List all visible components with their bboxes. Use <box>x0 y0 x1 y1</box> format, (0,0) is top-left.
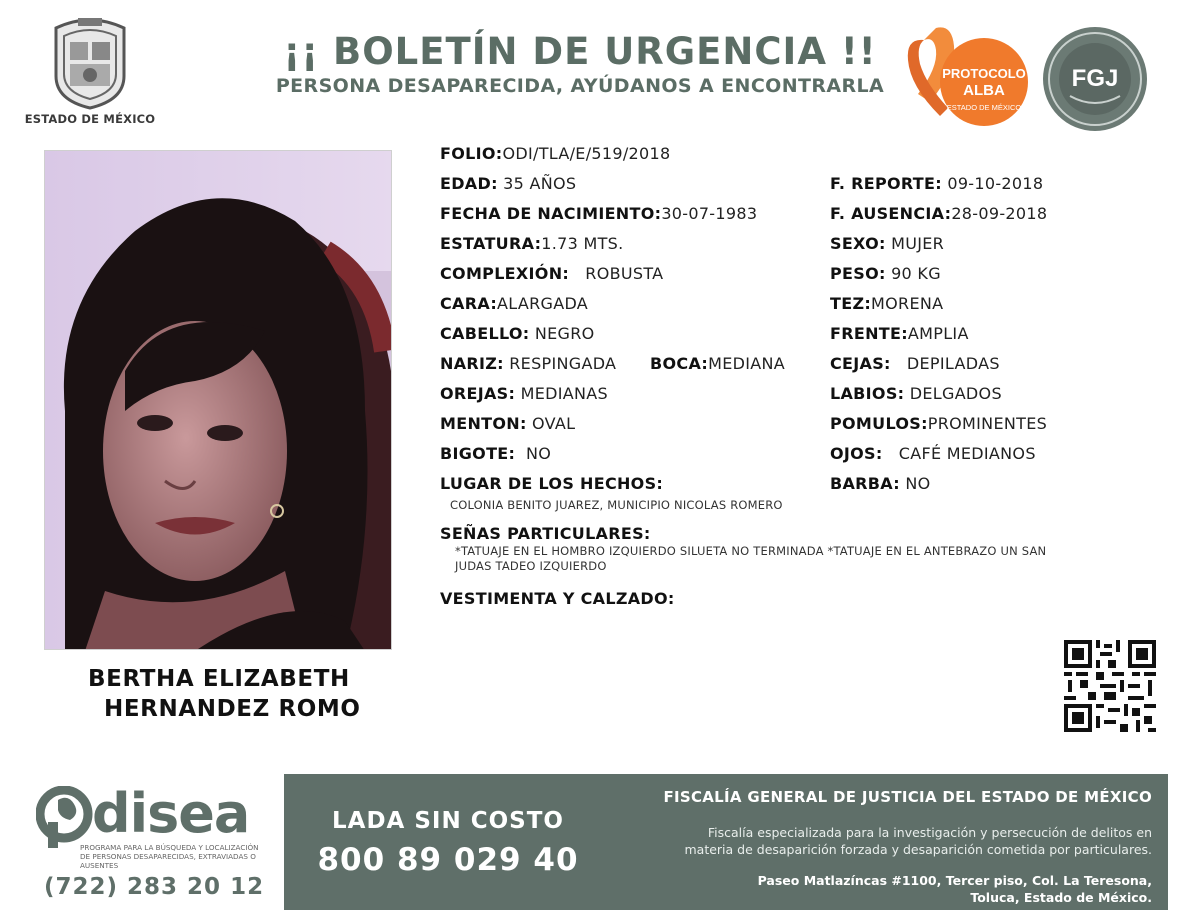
menton-label: MENTON: <box>440 414 527 433</box>
qr-code[interactable] <box>1064 640 1156 732</box>
field-cejas <box>830 354 1000 373</box>
field-sexo <box>830 234 944 253</box>
cara-value: ALARGADA <box>497 294 589 313</box>
bulletin-title: ¡¡ BOLETÍN DE URGENCIA !! <box>283 30 877 73</box>
boca-label: BOCA: <box>650 354 709 373</box>
fiscalia-addr-line1: Paseo Matlazíncas #1100, Tercer piso, Col. La Teresona, <box>757 873 1152 888</box>
field-reporte <box>830 174 1043 193</box>
ausencia-label: F. AUSENCIA: <box>830 204 952 223</box>
field-bigote <box>440 444 551 463</box>
vestimenta-label: VESTIMENTA Y CALZADO: <box>440 589 675 608</box>
nacimiento-label: FECHA DE NACIMIENTO: <box>440 204 662 223</box>
cara-label: CARA: <box>440 294 498 313</box>
field-folio <box>440 144 670 163</box>
odisea-program-text: PROGRAMA PARA LA BÚSQUEDA Y LOCALIZACIÓN DE PERSONAS DESAPARECIDAS, EXTRAVIADAS O AUSENTES <box>80 843 259 870</box>
field-edad <box>440 174 576 193</box>
odisea-phone[interactable]: (722) 283 20 12 <box>44 874 265 900</box>
field-peso <box>830 264 941 283</box>
field-frente <box>830 324 969 343</box>
field-ojos <box>830 444 1036 463</box>
field-cara <box>440 294 588 313</box>
lugar-value: COLONIA BENITO JUAREZ, MUNICIPIO NICOLAS ROMERO <box>450 498 783 512</box>
estado-de-mexico-coat-of-arms <box>48 18 132 110</box>
nacimiento-value: 30-07-1983 <box>661 204 758 223</box>
person-name-line1: BERTHA ELIZABETH <box>88 666 350 692</box>
pomulos-value: PROMINENTES <box>927 414 1048 433</box>
frente-label: FRENTE: <box>830 324 908 343</box>
fiscalia-description <box>604 824 1152 858</box>
barba-value: NO <box>905 474 931 493</box>
odisea-wordmark: disea <box>92 782 250 845</box>
state-name: ESTADO DE MÉXICO <box>24 112 156 126</box>
senas-line2: JUDAS TADEO IZQUIERDO <box>455 559 607 573</box>
reporte-label: F. REPORTE: <box>830 174 942 193</box>
field-cabello <box>440 324 595 343</box>
field-nacimiento <box>440 204 757 223</box>
field-complexion <box>440 264 663 283</box>
field-labios <box>830 384 1002 403</box>
folio-label: FOLIO: <box>440 144 503 163</box>
complexion-label: COMPLEXIÓN: <box>440 264 570 283</box>
alba-line3: ESTADO DE MÉXICO <box>946 103 1022 112</box>
edad-label: EDAD: <box>440 174 498 193</box>
boca-value: MEDIANA <box>708 354 786 373</box>
alba-line1: PROTOCOLO <box>942 66 1026 81</box>
labios-label: LABIOS: <box>830 384 905 403</box>
nariz-label: NARIZ: <box>440 354 504 373</box>
alba-line2: ALBA <box>963 82 1005 99</box>
protocolo-alba-logo <box>900 24 1030 132</box>
field-vestimenta-label <box>440 589 675 608</box>
lada-sin-costo-label: LADA SIN COSTO <box>332 808 564 834</box>
estatura-value: 1.73 MTS. <box>541 234 624 253</box>
cejas-value: DEPILADAS <box>906 354 1000 373</box>
nariz-value: RESPINGADA <box>509 354 617 373</box>
peso-value: 90 KG <box>891 264 941 283</box>
labios-value: DELGADOS <box>909 384 1002 403</box>
field-ausencia <box>830 204 1047 223</box>
person-name-line2: HERNANDEZ ROMO <box>104 696 361 722</box>
tez-value: MORENA <box>871 294 944 313</box>
senas-label: SEÑAS PARTICULARES: <box>440 524 651 543</box>
senas-line1: *TATUAJE EN EL HOMBRO IZQUIERDO SILUETA NO TERMINADA *TATUAJE EN EL ANTEBRAZO UN SAN <box>455 544 1047 558</box>
cabello-label: CABELLO: <box>440 324 530 343</box>
field-tez <box>830 294 943 313</box>
bulletin-subtitle: PERSONA DESAPARECIDA, AYÚDANOS A ENCONTRARLA <box>275 75 885 97</box>
cejas-label: CEJAS: <box>830 354 891 373</box>
orejas-value: MEDIANAS <box>520 384 608 403</box>
bigote-value: NO <box>526 444 552 463</box>
toll-free-number[interactable]: 800 89 029 40 <box>317 842 579 878</box>
field-boca <box>650 354 785 373</box>
field-barba <box>830 474 931 493</box>
fiscalia-address <box>604 872 1152 906</box>
missing-person-photo <box>44 150 392 650</box>
cabello-value: NEGRO <box>534 324 595 343</box>
bigote-label: BIGOTE: <box>440 444 516 463</box>
field-estatura <box>440 234 624 253</box>
reporte-value: 09-10-2018 <box>947 174 1044 193</box>
ausencia-value: 28-09-2018 <box>951 204 1048 223</box>
sexo-value: MUJER <box>891 234 945 253</box>
frente-value: AMPLIA <box>907 324 969 343</box>
fiscalia-desc-line2: materia de desaparición forzada y desaparición cometida por particulares. <box>684 842 1152 857</box>
complexion-value: ROBUSTA <box>585 264 664 283</box>
orejas-label: OREJAS: <box>440 384 516 403</box>
field-menton <box>440 414 575 433</box>
field-lugar-label <box>440 474 663 493</box>
fiscalia-addr-line2: Toluca, Estado de México. <box>970 890 1152 905</box>
peso-label: PESO: <box>830 264 886 283</box>
field-orejas <box>440 384 608 403</box>
field-nariz <box>440 354 616 373</box>
fiscalia-title: FISCALÍA GENERAL DE JUSTICIA DEL ESTADO DE MÉXICO <box>663 788 1152 806</box>
lugar-label: LUGAR DE LOS HECHOS: <box>440 474 664 493</box>
folio-value: ODI/TLA/E/519/2018 <box>502 144 671 163</box>
estatura-label: ESTATURA: <box>440 234 542 253</box>
ojos-label: OJOS: <box>830 444 883 463</box>
fgj-seal <box>1040 24 1150 134</box>
edad-value: 35 AÑOS <box>503 174 577 193</box>
menton-value: OVAL <box>532 414 576 433</box>
field-senas-label <box>440 524 651 543</box>
fgj-label: FGJ <box>1071 65 1119 92</box>
barba-label: BARBA: <box>830 474 900 493</box>
ojos-value: CAFÉ MEDIANOS <box>898 444 1036 463</box>
fiscalia-desc-line1: Fiscalía especializada para la investigación y persecución de delitos en <box>707 825 1152 840</box>
field-pomulos <box>830 414 1047 433</box>
tez-label: TEZ: <box>830 294 872 313</box>
pomulos-label: POMULOS: <box>830 414 928 433</box>
sexo-label: SEXO: <box>830 234 886 253</box>
